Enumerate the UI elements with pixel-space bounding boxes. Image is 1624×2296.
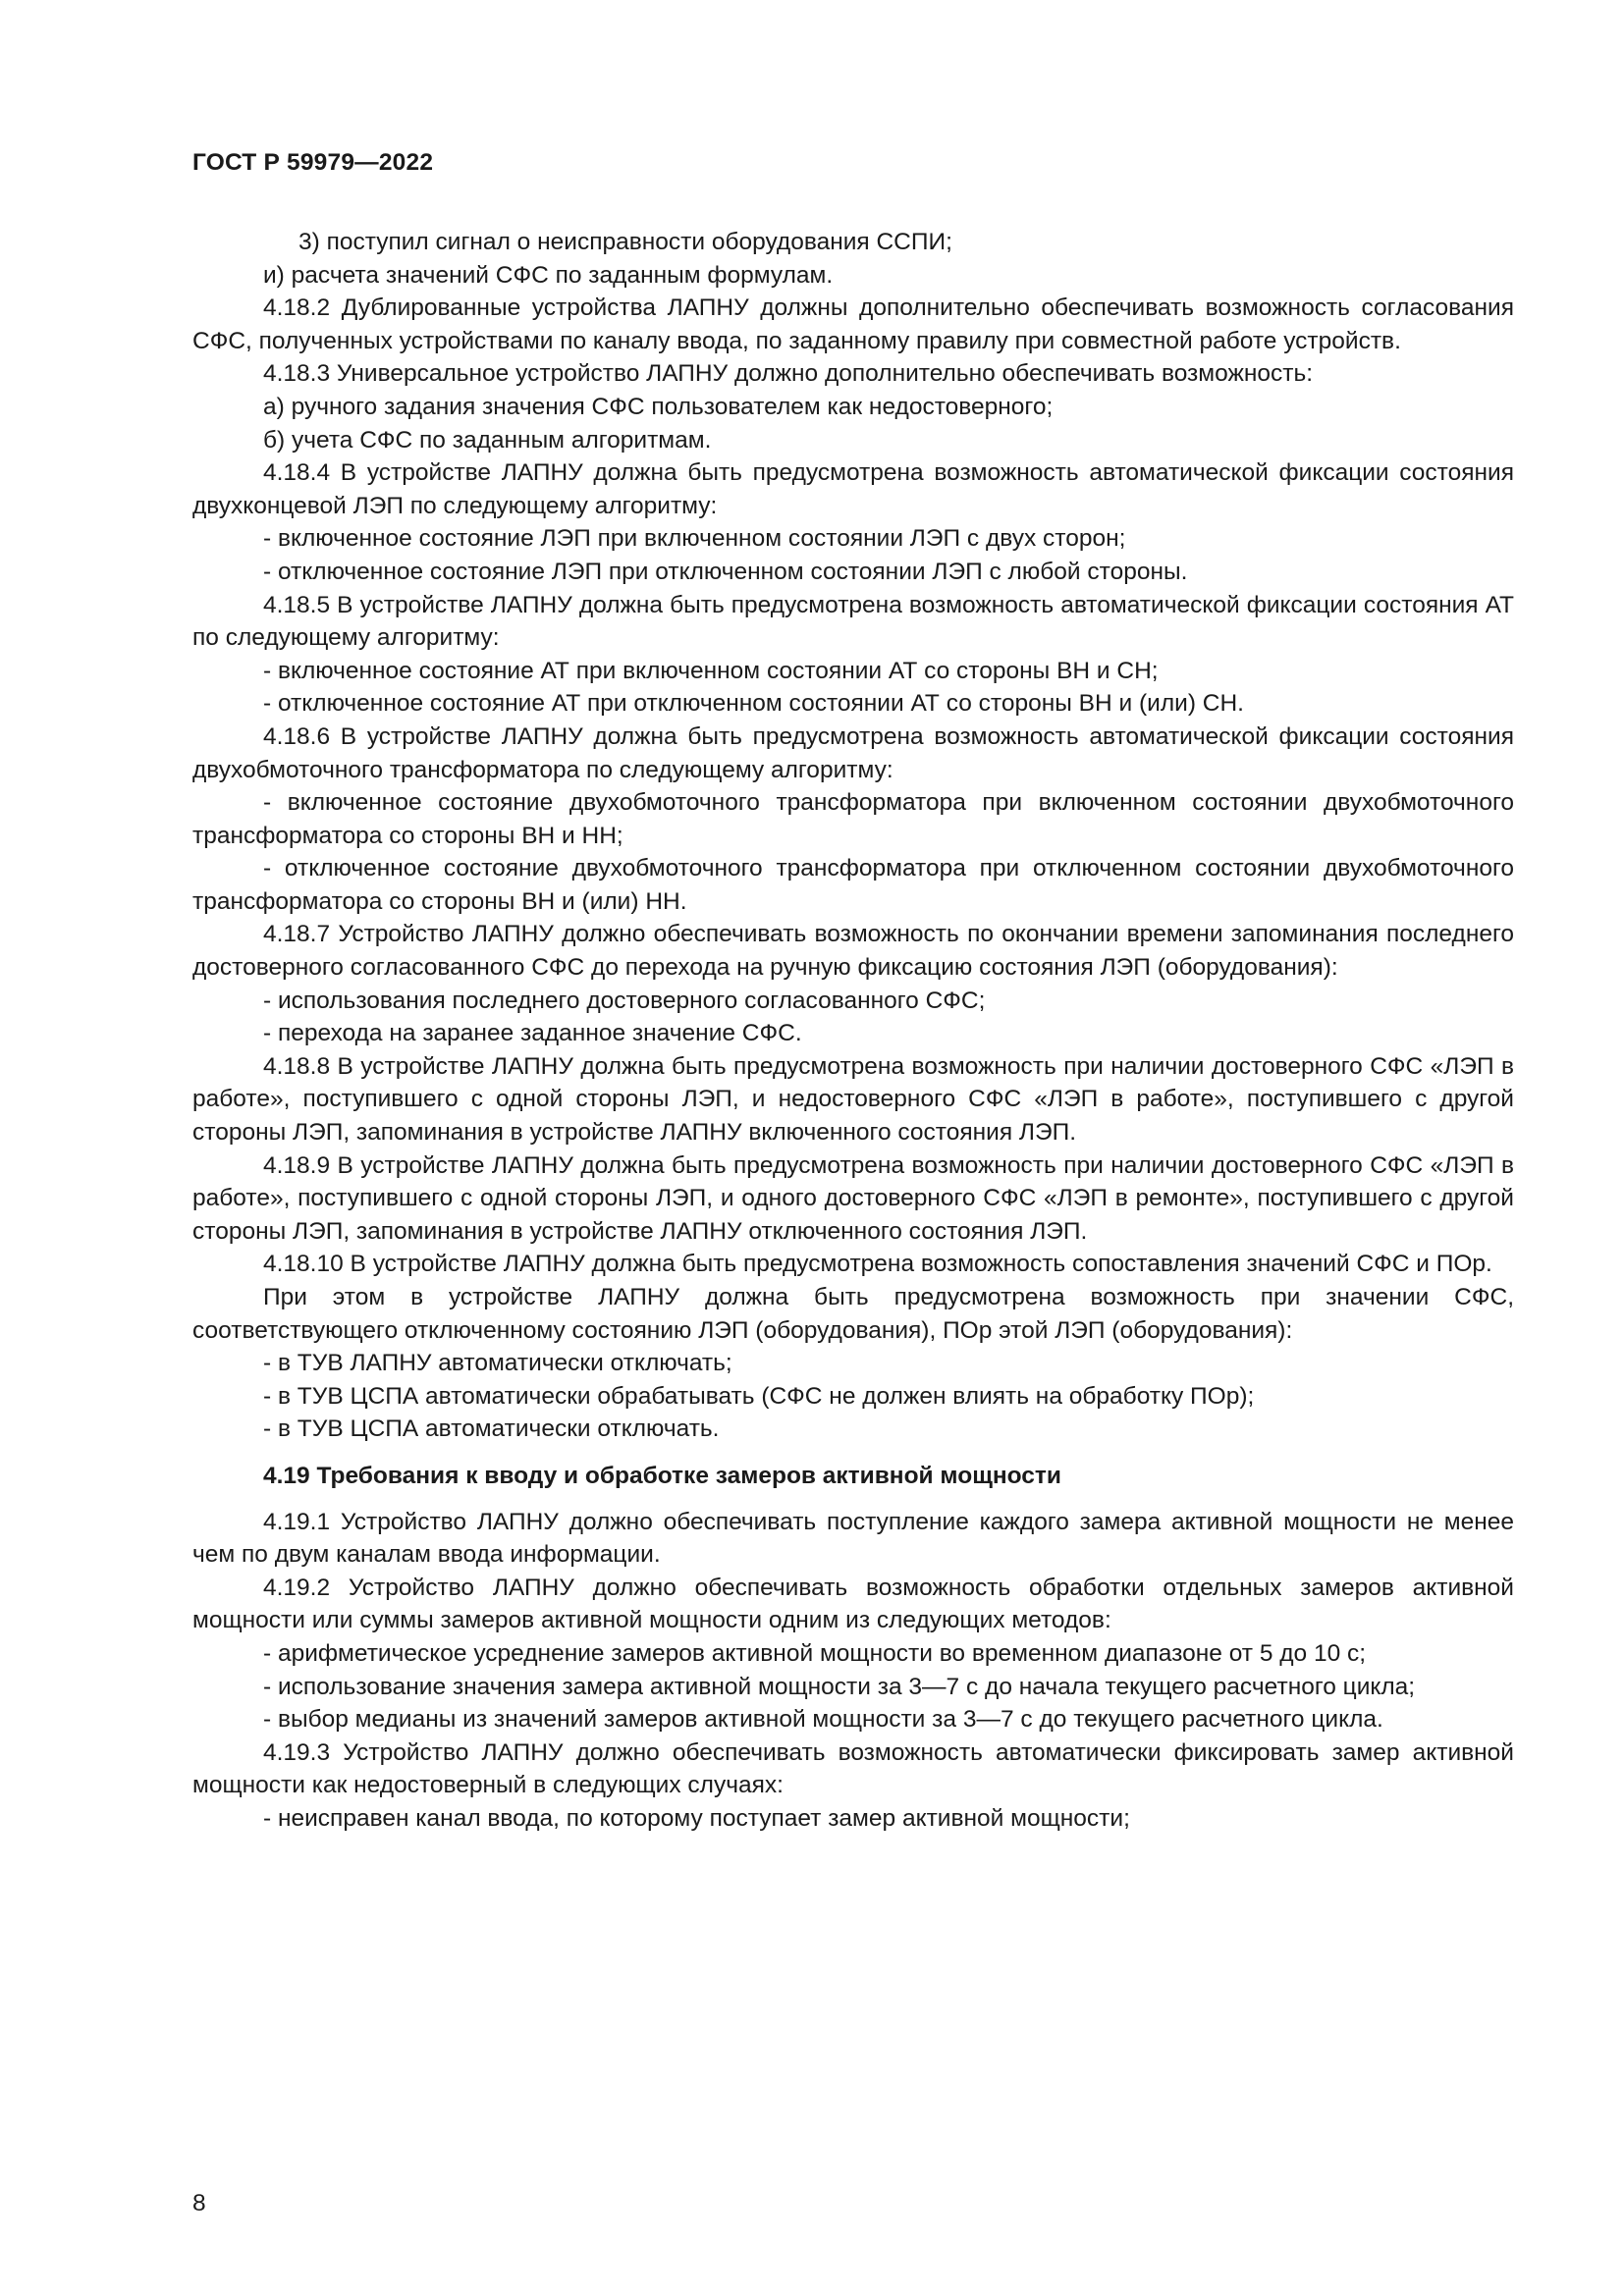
paragraph: 4.19.2 Устройство ЛАПНУ должно обеспечивать возможность обработки отдельных замеров активной мощности или суммы замеров активной мощности одним из следующих методов:	[192, 1574, 1514, 1634]
list-item: - неисправен канал ввода, по которому поступает замер активной мощности;	[263, 1804, 1130, 1832]
list-item: - арифметическое усреднение замеров активной мощности во временном диапазоне от 5 до 10 с;	[263, 1639, 1367, 1667]
list-item: и) расчета значений СФС по заданным формулам.	[263, 261, 834, 289]
paragraph: 4.18.4 В устройстве ЛАПНУ должна быть предусмотрена возможность автоматической фиксации состояния двухконцевой ЛЭП по следующему алгоритму:	[192, 459, 1514, 519]
paragraph: 4.18.10 В устройстве ЛАПНУ должна быть предусмотрена возможность сопоставления значений СФС и ПОр.	[263, 1251, 1492, 1278]
list-item: - в ТУВ ЦСПА автоматически обрабатывать (СФС не должен влиять на обработку ПОр);	[263, 1382, 1255, 1410]
paragraph: 4.18.5 В устройстве ЛАПНУ должна быть предусмотрена возможность автоматической фиксации состояния АТ по следующему алгоритму:	[192, 591, 1514, 652]
list-item: - отключенное состояние ЛЭП при отключенном состоянии ЛЭП с любой стороны.	[263, 558, 1188, 585]
document-body	[192, 226, 1514, 1836]
paragraph: 4.18.9 В устройстве ЛАПНУ должна быть предусмотрена возможность при наличии достоверного СФС «ЛЭП в работе», поступившего с одной стороны ЛЭП, и одного достоверного СФС «ЛЭП в ремонте», поступившего с другой стороны ЛЭП, запоминания в устройстве ЛАПНУ отключенного состояния ЛЭП.	[192, 1151, 1514, 1245]
paragraph: 4.18.7 Устройство ЛАПНУ должно обеспечивать возможность по окончании времени запоминания последнего достоверного согласованного СФС до перехода на ручную фиксацию состояния ЛЭП (оборудования):	[192, 921, 1514, 982]
list-item: - использования последнего достоверного согласованного СФС;	[263, 987, 986, 1014]
paragraph: 4.18.8 В устройстве ЛАПНУ должна быть предусмотрена возможность при наличии достоверного СФС «ЛЭП в работе», поступившего с одной стороны ЛЭП, и недостоверного СФС «ЛЭП в работе», поступившего с другой стороны ЛЭП, запоминания в устройстве ЛАПНУ включенного состояния ЛЭП.	[192, 1052, 1514, 1147]
paragraph: 4.18.6 В устройстве ЛАПНУ должна быть предусмотрена возможность автоматической фиксации состояния двухобмоточного трансформатора по следующему алгоритму:	[192, 722, 1514, 783]
paragraph: 4.19.1 Устройство ЛАПНУ должно обеспечивать поступление каждого замера активной мощности не менее чем по двум каналам ввода информации.	[192, 1508, 1514, 1569]
list-item: - выбор медианы из значений замеров активной мощности за 3—7 с до текущего расчетного цикла.	[263, 1706, 1383, 1734]
list-item: - использование значения замера активной мощности за 3—7 с до начала текущего расчетного цикла;	[263, 1673, 1416, 1700]
paragraph: 4.18.2 Дублированные устройства ЛАПНУ должны дополнительно обеспечивать возможность согласования СФС, полученных устройствами по каналу ввода, по заданному правилу при совместной работе устройств.	[192, 294, 1514, 354]
section-title: 4.19 Требования к вводу и обработке замеров активной мощности	[263, 1462, 1061, 1489]
list-item: - включенное состояние ЛЭП при включенном состоянии ЛЭП с двух сторон;	[263, 525, 1126, 553]
list-item: - перехода на заранее заданное значение СФС.	[263, 1020, 802, 1047]
list-item: - включенное состояние АТ при включенном состоянии АТ со стороны ВН и СН;	[263, 657, 1159, 684]
list-item: - в ТУВ ЦСПА автоматически отключать.	[263, 1415, 720, 1443]
list-item: - включенное состояние двухобмоточного трансформатора при включенном состоянии двухобмоточного трансформатора со стороны ВН и НН;	[192, 789, 1514, 849]
list-item: б) учета СФС по заданным алгоритмам.	[263, 426, 712, 454]
paragraph: При этом в устройстве ЛАПНУ должна быть предусмотрена возможность при значении СФС, соответствующего отключенному состоянию ЛЭП (оборудования), ПОр этой ЛЭП (оборудования):	[192, 1284, 1514, 1344]
list-item: а) ручного задания значения СФС пользователем как недостоверного;	[263, 393, 1054, 420]
list-item: - в ТУВ ЛАПНУ автоматически отключать;	[263, 1350, 732, 1377]
document-header: ГОСТ Р 59979—2022	[192, 149, 434, 176]
list-item: - отключенное состояние АТ при отключенном состоянии АТ со стороны ВН и (или) СН.	[263, 690, 1244, 718]
paragraph: 4.18.3 Универсальное устройство ЛАПНУ должно дополнительно обеспечивать возможность:	[263, 360, 1314, 388]
paragraph: 4.19.3 Устройство ЛАПНУ должно обеспечивать возможность автоматически фиксировать замер активной мощности как недостоверный в следующих случаях:	[192, 1738, 1514, 1799]
list-item: - отключенное состояние двухобмоточного трансформатора при отключенном состоянии двухобмоточного трансформатора со стороны ВН и (или) НН.	[192, 855, 1514, 915]
list-item: 3) поступил сигнал о неисправности оборудования ССПИ;	[298, 229, 952, 255]
page-number: 8	[192, 2190, 206, 2216]
